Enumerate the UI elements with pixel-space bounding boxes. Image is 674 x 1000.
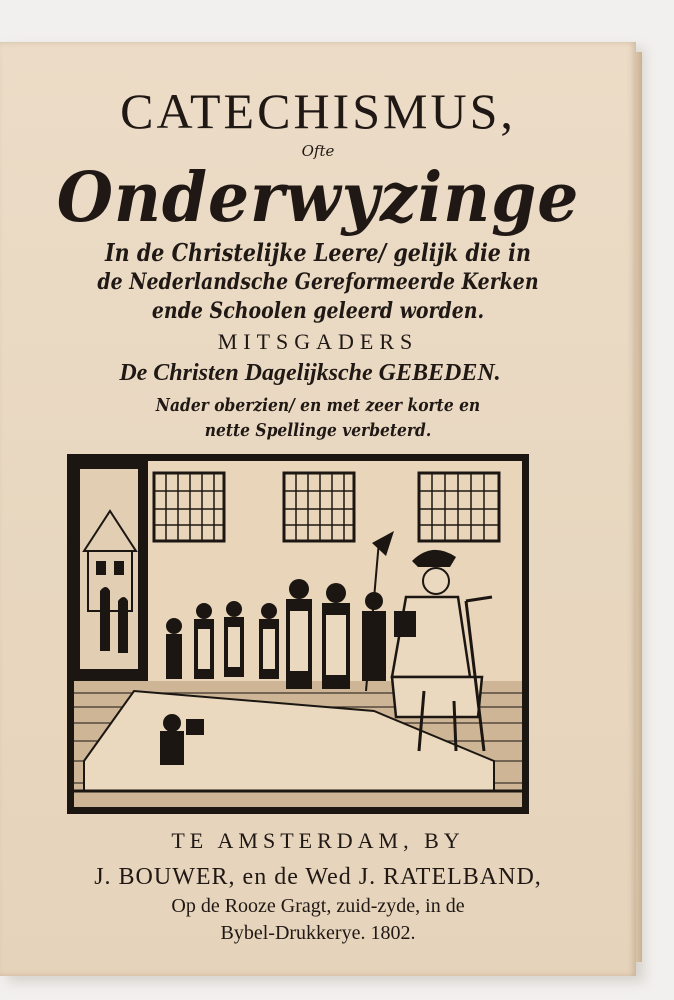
description-line-1: In de Christelijke Leere/ gelijk die in	[105, 238, 531, 267]
ofte-connector: Ofte	[301, 142, 335, 160]
note-line-1: Nader oberzien/ en met zeer korte en	[155, 395, 481, 416]
imprint-address: Op de Rooze Gragt, zuid-zyde, in de	[171, 895, 465, 917]
schoolroom-scene-image	[74, 461, 522, 807]
imprint-place: TE AMSTERDAM, BY	[171, 828, 465, 853]
woodcut-illustration	[67, 454, 529, 814]
description-line-3: ende Schoolen geleerd worden.	[151, 298, 485, 324]
gebeden-line: De Christen Dagelijksche GEBEDEN.	[119, 360, 501, 386]
imprint-printer-year: Bybel-Drukkerye. 1802.	[220, 922, 416, 944]
description-line-2: de Nederlandsche Gereformeerde Kerken	[97, 269, 539, 295]
mitsgaders-heading: MITSGADERS	[217, 329, 419, 354]
imprint-publishers: J. BOUWER, en de Wed J. RATELBAND,	[94, 864, 542, 890]
book-subtitle: Onderwyzinge	[56, 158, 580, 238]
page-edge	[636, 52, 642, 962]
note-line-2: nette Spellinge verbeterd.	[204, 420, 432, 441]
title-page	[0, 42, 636, 976]
book-title: CATECHISMUS,	[120, 83, 516, 139]
